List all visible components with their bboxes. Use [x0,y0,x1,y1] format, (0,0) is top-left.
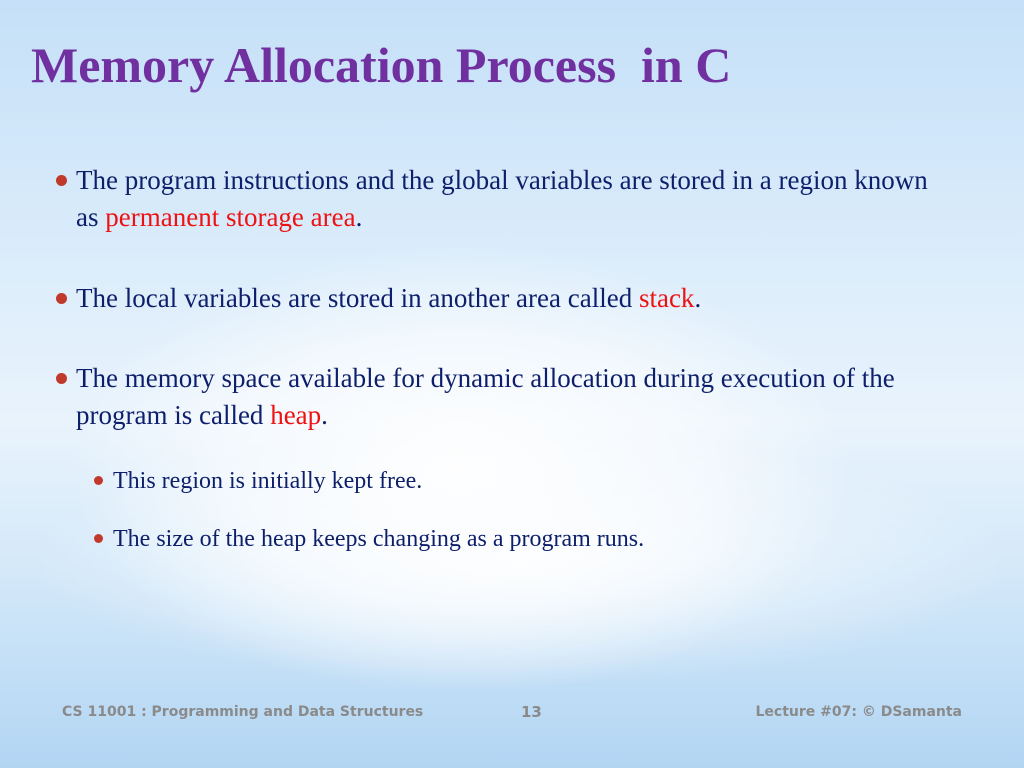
bullet-dot-icon [56,175,67,186]
bullet-highlight: heap [270,400,322,430]
slide-title: Memory Allocation Process in C [31,37,732,93]
bullet-item-stack [76,280,956,317]
bullet-text-end: . [694,283,702,313]
bullet-item-permanent-storage [76,162,956,236]
bullet-text-end: . [321,400,328,430]
sub-bullet-item-heap-size [113,523,933,555]
sub-bullet-dot-icon [94,534,103,543]
bullet-dot-icon [56,293,67,304]
sub-bullet-text: This region is initially kept free. [113,468,423,494]
bullet-item-heap [76,360,956,434]
sub-bullet-item-initially-free [113,465,933,497]
bullet-text-end: . [355,202,363,232]
bullet-text: The program instructions and the global variables are stored in a region known as [76,165,928,232]
bullet-text: The memory space available for dynamic allocation during execution of the program is called [76,363,895,430]
footer-lecture: Lecture #07: © DSamanta [755,704,962,720]
footer-page-number: 13 [521,703,542,721]
sub-bullet-dot-icon [94,476,103,485]
bullet-highlight: stack [638,283,695,313]
footer-course: CS 11001 : Programming and Data Structures [62,704,424,720]
bullet-dot-icon [56,373,67,384]
sub-bullet-text: The size of the heap keeps changing as a program runs. [113,526,645,552]
bullet-text: The local variables are stored in another area called [76,283,639,313]
bullet-highlight: permanent storage area [105,202,356,232]
